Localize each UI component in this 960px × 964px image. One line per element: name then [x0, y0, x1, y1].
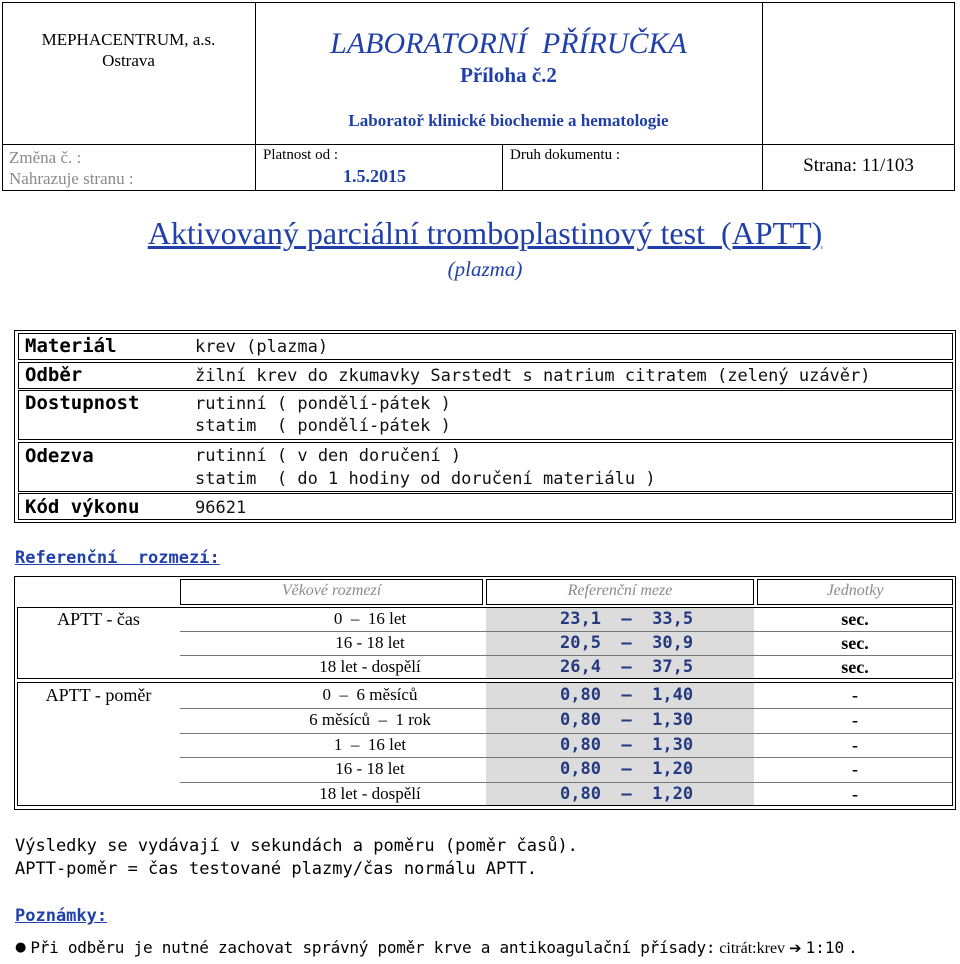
unit: - — [852, 735, 858, 755]
result-note-2: APTT-poměr = čas testované plazmy/čas normálu APTT. — [15, 859, 537, 879]
info-row-dostupnost — [18, 390, 953, 440]
row-divider — [180, 733, 952, 734]
valid-from-label: Platnost od : — [263, 147, 339, 163]
reference-range: 0,80 – 1,20 — [560, 784, 694, 804]
age-range: 1 – 16 let — [333, 735, 407, 754]
bullet-icon: ● — [15, 940, 27, 955]
reference-range: 0,80 – 1,40 — [560, 685, 694, 705]
col-range-label: Referenční meze — [567, 582, 673, 599]
department-name: Laboratoř klinické biochemie a hematologie — [348, 111, 669, 130]
ratio-end: . — [848, 938, 858, 957]
age-range: 18 let - dospělí — [319, 784, 421, 803]
age-range: 0 – 6 měsíců — [322, 685, 418, 704]
kod-label: Kód výkonu — [25, 496, 140, 518]
unit: sec. — [841, 633, 869, 653]
odezva-value-statim: statim ( do 1 hodiny od doručení materiálu ) — [195, 469, 656, 489]
age-range: 18 let - dospělí — [319, 657, 421, 676]
info-row-odber — [18, 362, 953, 389]
reference-range: 26,4 – 37,5 — [560, 657, 694, 677]
change-label: Změna č. : — [9, 148, 82, 167]
unit: - — [852, 759, 858, 779]
valid-from-date: 1.5.2015 — [343, 166, 406, 186]
info-row-odezva — [18, 442, 953, 492]
odber-label: Odběr — [25, 364, 83, 386]
reference-range: 0,80 – 1,20 — [560, 759, 694, 779]
row-divider — [180, 631, 952, 632]
reference-range: 23,1 – 33,5 — [560, 609, 694, 629]
material-label: Materiál — [25, 335, 117, 357]
dostupnost-label: Dostupnost — [25, 392, 140, 414]
appendix-label: Příloha č.2 — [460, 63, 557, 87]
reference-range: 20,5 – 30,9 — [560, 633, 694, 653]
doc-type-label: Druh dokumentu : — [510, 147, 620, 163]
page-number: Strana: 11/103 — [803, 155, 914, 176]
age-range: 16 - 18 let — [335, 633, 405, 652]
notes-bullet-item — [15, 938, 858, 958]
header-divider — [2, 144, 955, 145]
result-note-1: Výsledky se vydávají v sekundách a poměru (poměr časů). — [15, 836, 578, 856]
material-value: krev (plazma) — [195, 337, 329, 357]
kod-value: 96621 — [195, 498, 247, 518]
age-range: 16 - 18 let — [335, 759, 405, 778]
test-subtitle: (plazma) — [447, 257, 523, 281]
unit: - — [852, 685, 858, 705]
col-age-label: Věkové rozmezí — [281, 582, 382, 599]
row-divider — [180, 655, 952, 656]
row-divider — [180, 757, 952, 758]
odber-value: žilní krev do zkumavky Sarstedt s natrium citratem (zelený uzávěr) — [195, 366, 871, 386]
arrow-right-icon: ➔ — [789, 939, 802, 957]
col-unit-label: Jednotky — [826, 582, 884, 599]
company-name: MEPHACENTRUM, a.s. — [41, 30, 216, 49]
odezva-value-routine: rutinní ( v den doručení ) — [195, 446, 462, 466]
unit: - — [852, 710, 858, 730]
test-title: Aktivovaný parciální tromboplastinový test (APTT) — [147, 215, 823, 251]
ratio-value: 1:10 — [805, 938, 845, 957]
ratio-text: citrát:krev — [719, 940, 786, 957]
group-name-pomer: APTT - poměr — [45, 685, 152, 705]
company-city: Ostrava — [102, 51, 155, 70]
notes-bullet-text: Při odběru je nutné zachovat správný poměr krve a antikoagulační přísady: — [30, 938, 716, 957]
specimen-info-body — [18, 333, 953, 520]
unit: - — [852, 784, 858, 804]
dostupnost-value-statim: statim ( pondělí-pátek ) — [195, 416, 451, 436]
info-row-kod — [18, 493, 953, 520]
odezva-label: Odezva — [25, 445, 94, 467]
row-divider — [180, 708, 952, 709]
reference-range: 0,80 – 1,30 — [560, 735, 694, 755]
info-row-material — [18, 333, 953, 360]
row-divider — [180, 782, 952, 783]
unit: sec. — [841, 609, 869, 629]
notes-heading: Poznámky: — [15, 906, 108, 926]
age-range: 6 měsíců – 1 rok — [309, 710, 431, 729]
age-range: 0 – 16 let — [333, 609, 407, 628]
header-divider — [502, 144, 503, 191]
reference-heading: Referenční rozmezí: — [15, 548, 220, 568]
replaces-label: Nahrazuje stranu : — [9, 169, 134, 188]
document-title: LABORATORNÍ PŘÍRUČKA — [330, 27, 687, 60]
unit: sec. — [841, 657, 869, 677]
dostupnost-value-routine: rutinní ( pondělí-pátek ) — [195, 394, 451, 414]
reference-range: 0,80 – 1,30 — [560, 710, 694, 730]
group-name-cas: APTT - čas — [57, 609, 140, 629]
